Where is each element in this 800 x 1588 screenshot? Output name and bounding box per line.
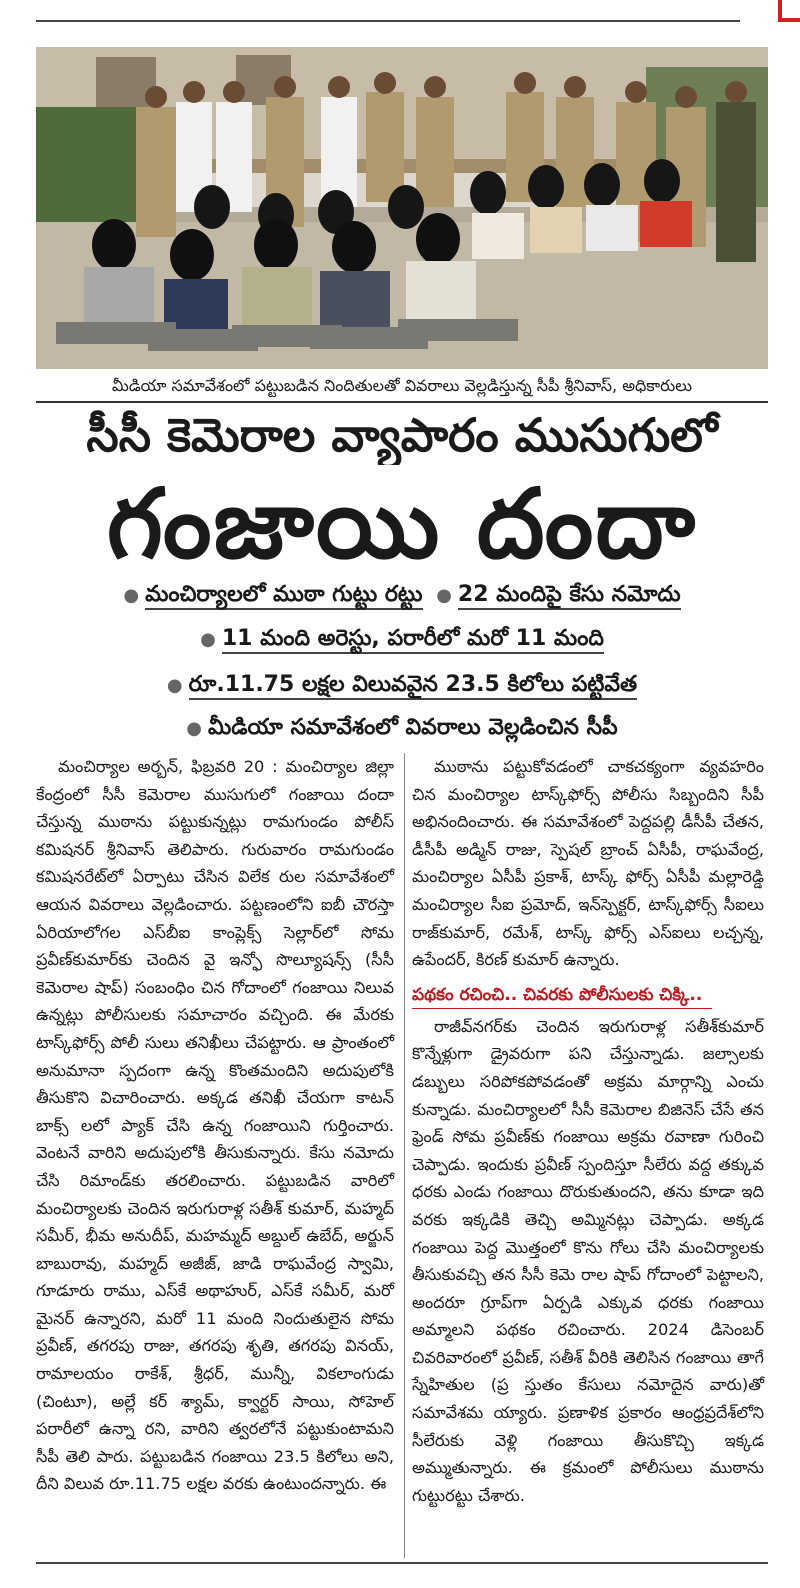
- bullet-icon: ●: [436, 585, 452, 606]
- bottom-rule: [36, 1562, 768, 1564]
- subhead-line-2: [36, 622, 768, 657]
- subhead-1a: మంచిర్యాలలో ముఠా గుట్టు రట్టు: [145, 582, 422, 610]
- subhead-line-4: [36, 711, 768, 746]
- subhead-3: రూ.11.75 లక్షల విలువవైన 23.5 కిలోలు పట్టివేత: [189, 672, 637, 700]
- headline-kicker: సీసీ కెమెరాల వ్యాపారం ముసుగులో: [86, 408, 718, 462]
- subhead-line-3: [36, 668, 768, 703]
- bullet-icon: ●: [200, 629, 216, 650]
- bullet-icon: ●: [186, 718, 202, 739]
- subhead-2: 11 మంది అరెస్టు, పరారీలో మరో 11 మంది: [222, 626, 604, 654]
- article-column-1: [36, 753, 394, 1498]
- headline-main: గంజాయి దందా: [106, 468, 698, 580]
- top-rule: [36, 20, 740, 22]
- corner-mark: [778, 0, 800, 22]
- photo-caption: మీడియా సమావేశంలో పట్టుబడిన నిందితులతో వివరాలు వెల్లడిస్తున్న సీపీ శ్రీనివాస్‌, అధికారులు: [36, 373, 768, 403]
- section-subhead: పథకం రచించి.. చివరకు పోలీసులకు చిక్కి..: [412, 982, 712, 1009]
- article-paragraph: ముఠాను పట్టుకోవడంలో చాకచక్యంగా వ్యవహరిం చిన మంచిర్యాల టాస్క్‌ఫోర్స్‌ పోలీసు సిబ్బందిని సీపీ అభినందించారు. ఈ సమావేశంలో పెద్దపల్లి డీసీపీ చేతన, డీసీపీ అడ్మిన్‌ రాజు, స్పెషల్‌ బ్రాంచ్‌ ఏసీపీ, రాఘవేంద్ర, మంచిర్యాల ఏసీపీ ప్రకాశ్‌, టాస్క్‌ ఫోర్స్‌ ఏసీపీ మల్లారెడ్డి మంచిర్యాల సీఐ ప్రమోద్‌, ఇన్‌స్పెక్టర్‌, టాస్క్‌ఫోర్స్‌ సీఐలు రాజ్‌కుమార్‌, రమేశ్‌, టాస్క్‌ ఫోర్స్‌ ఎస్‌ఐలు లచ్చన్న, ఉపేందర్‌, కిరణ్‌ కుమార్‌ ఉన్నారు.: [412, 757, 764, 970]
- bullet-icon: ●: [166, 675, 183, 696]
- news-photo: [36, 47, 768, 369]
- article-column-2: [412, 753, 764, 1509]
- column-divider: [404, 753, 405, 1558]
- article-paragraph: రాజీవ్‌నగర్‌కు చెందిన ఇరుగురాళ్ల సతీశ్‌కుమార్‌ కొన్నేళ్లుగా డ్రైవరుగా పని చేస్తున్నాడు. జల్సాలకు డబ్బులు సరిపోకపోవడంతో అక్రమ మార్గాన్ని ఎంచు కున్నాడు. మంచిర్యాలలో సీసీ కెమెరాల బిజినెస్‌ చేసే తన ఫ్రెండ్‌ సోమ ప్రవీణ్‌కు గంజాయి అక్రమ రవాణా గురించి చెప్పాడు. ఇందుకు ప్రవీణ్‌ స్పందిస్తూ సీలేరు వద్ద తక్కువ ధరకు ఎండు గంజాయి దొరుకుతుందని, తను కూడా ఇది వరకు ఇక్కడికి తెచ్చి అమ్మినట్లు చెప్పాడు. అక్కడ గంజాయి పెద్ద మొత్తంలో కొను గోలు చేసి మంచిర్యాలకు తీసుకువచ్చి తన సీసీ కెమె రాల షాప్‌ గోదాంలో పెట్టాలని, అందరూ గ్రూప్‌గా ఏర్పడి ఎక్కువ ధరకు గంజాయి అమ్మాలని పథకం రచించారు. 2024 డిసెంబర్‌ చివరివారంలో ప్రవీణ్‌, సతీశ్‌ వీరికి తెలిసిన గంజాయి తాగే స్నేహితుల (ప్ర స్తుతం కేసులు నమోదైన వారు)తో సమావేశమ య్యారు. ప్రణాళిక ప్రకారం ఆంధ్రప్రదేశ్‌లోని సీలేరుకు వెళ్లి గంజాయి తీసుకొచ్చి ఇక్కడ అమ్ముతున్నారు. ఈ క్రమంలో పోలీసులు ముఠాను గుట్టురట్టు చేశారు.: [412, 1016, 764, 1505]
- bullet-icon: ●: [123, 585, 140, 606]
- subhead-1b: 22 మందిపై కేసు నమోదు: [458, 582, 681, 610]
- subhead-4: మీడియా సమావేశంలో వివరాలు వెల్లడించిన సీపీ: [208, 715, 618, 740]
- article-paragraph: మంచిర్యాల అర్బన్‌, ఫిబ్రవరి 20 : మంచిర్యాల జిల్లా కేంద్రంలో సీసీ కెమెరాల ముసుగులో గంజాయి దందా చేస్తున్న ముఠాను పట్టుకున్నట్లు రామగుండం పోలీస్‌ కమిషనర్‌ శ్రీనివాస్‌ తెలిపారు. గురువారం రామగుండం కమిషనరేట్‌లో ఏర్పాటు చేసిన విలేక రుల సమావేశంలో ఆయన వివరాలు వెల్లడించారు. పట్టణంలోని ఐబీ చౌరస్తా ఏరియాలోగల ఎస్‌బీఐ కాంప్లెక్స్‌ సెల్లార్‌లో సోమ ప్రవీణ్‌కుమార్‌కు చెందిన వై ఇన్ఫో సొల్యూషన్స్‌ (సీసీ కెమెరాల షాప్‌) సంబంధిం చిన గోదాంలో గంజాయి నిలువ ఉన్నట్లు పోలీసులకు సమాచారం వచ్చింది. ఈ మేరకు టాస్క్‌ఫోర్స్‌ పోలీ సులు తనిఖీలు చేపట్టారు. ఆ ప్రాంతంలో అనుమానా స్పదంగా ఉన్న కొంతమందిని అదుపులోకి తీసుకొని విచారించారు. అక్కడ తనిఖీ చేయగా కాటన్‌ బాక్స్‌ లలో ప్యాక్‌ చేసి ఉన్న గంజాయిని గుర్తించారు. వెంటనే వారిని అదుపులోకి తీసుకున్నారు. కేసు నమోదు చేసి రిమాండ్‌కు తరలించారు. పట్టుబడిన వారిలో మంచిర్యాలకు చెందిన ఇరుగురాళ్ల సతీశ్‌ కుమార్‌, మహ్మద్‌ సమీర్‌, భీమ అనుదీప్‌, మహమ్మద్‌ అబ్దుల్‌ ఉబేద్‌, అర్జున్‌ బాబురావు, మహ్మద్‌ అజీజ్‌, జాడి రాఘవేంద్ర స్వామి, గూడూరు రాము, ఎస్‌కే అథాహుర్‌, ఎస్‌కే సమీర్‌, మరో మైనర్‌ ఉన్నారని, మరో 11 మంది నిందుతులైన సోమ ప్రవీణ్‌, తగరపు రాజు, తగరపు శృతి, తగరపు వినయ్‌, రామాలయం రాకేశ్‌, శ్రీధర్‌, మున్నీ, వికలాంగుడు (చింటూ), అల్లే కర్‌ శ్యామ్‌, క్వార్టర్‌ సాయి, సోహెల్‌ పరారీలో ఉన్నా రని, వారిని త్వరలోనే పట్టుకుంటామని సీపీ తెలి పారు. పట్టుబడిన గంజాయి 23.5 కిలోలు అని, దీని విలువ రూ.11.75 లక్షల వరకు ఉంటుందన్నారు. ఈ: [36, 757, 394, 1494]
- subhead-line-1: [36, 578, 768, 613]
